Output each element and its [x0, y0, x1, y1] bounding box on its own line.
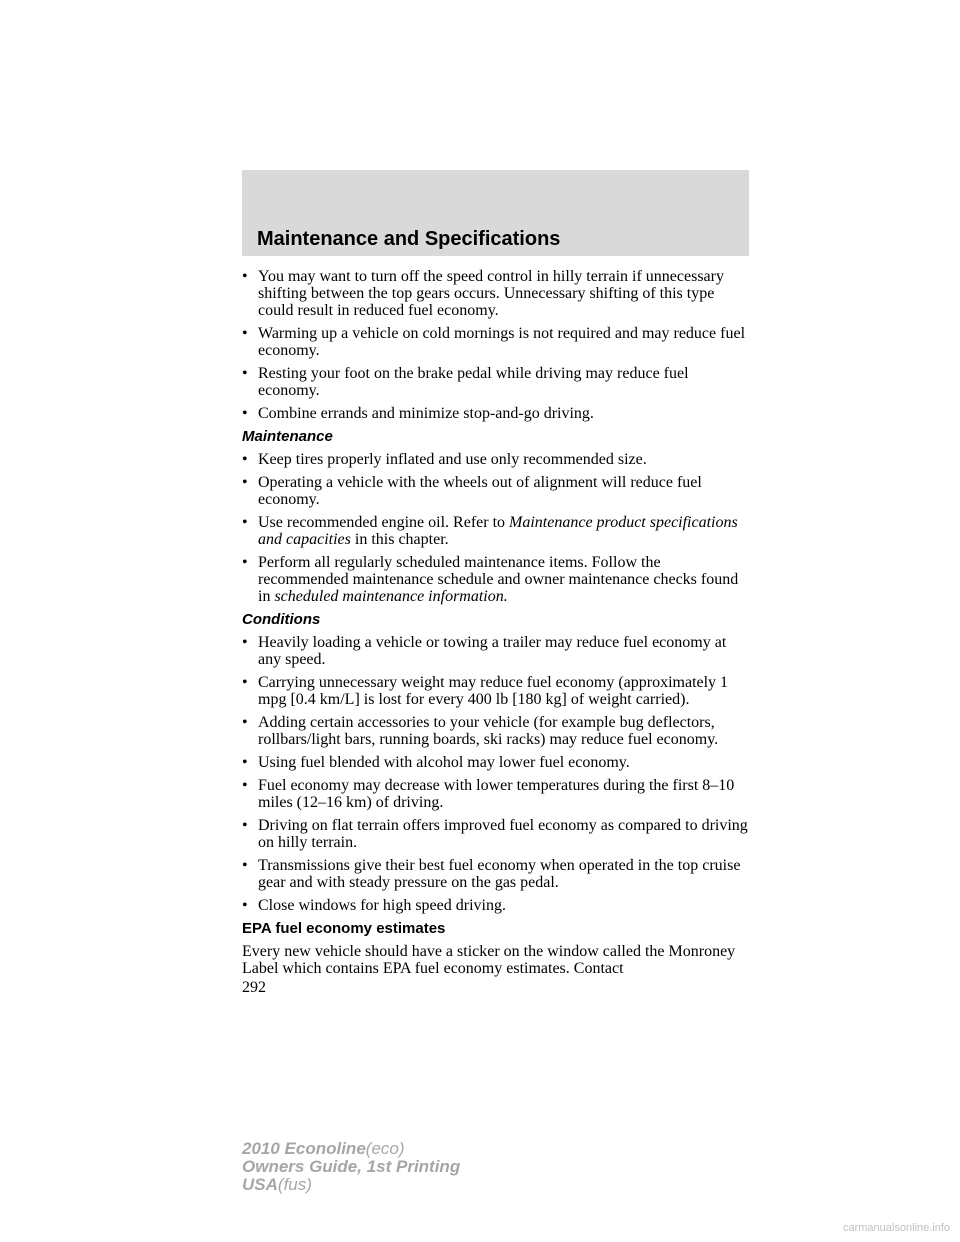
print-footer: 2010 Econoline(eco) Owners Guide, 1st Printing USA(fus) [242, 1139, 461, 1194]
list-item: • Adding certain accessories to your vehicle (for example bug deflectors, rollbars/light bars, running boards, ski racks) may reduce fuel economy. [242, 714, 719, 748]
list-item: • Use recommended engine oil. Refer to Maintenance product specifications and capacities in this chapter. [242, 514, 738, 548]
site-watermark: carmanualsonline.info [842, 1222, 950, 1234]
bullet-icon: • [242, 268, 248, 285]
page-number: 292 [242, 979, 266, 996]
list-item: • Carrying unnecessary weight may reduce fuel economy (approximately 1 mpg [0.4 km/L] is lost for every 400 lb [180 kg] of weight carried). [242, 674, 729, 708]
maintenance-bullet-list [242, 451, 752, 605]
conditions-bullet-list [242, 634, 752, 914]
bullet-icon: • [242, 365, 248, 382]
bullet-icon: • [242, 714, 248, 731]
bullet-icon: • [242, 817, 248, 834]
bullet-icon: • [242, 474, 248, 491]
bullet-icon: • [242, 634, 248, 651]
conditions-heading: Conditions [242, 611, 321, 628]
intro-bullet-list [242, 268, 752, 422]
list-item: • Operating a vehicle with the wheels out of alignment will reduce fuel economy. [242, 474, 702, 508]
list-item: • Resting your foot on the brake pedal while driving may reduce fuel economy. [242, 365, 689, 399]
list-item: • Perform all regularly scheduled maintenance items. Follow the recommended maintenance schedule and owner maintenance checks found in scheduled maintenance information. [242, 554, 739, 605]
bullet-icon: • [242, 451, 248, 468]
cross-reference: Maintenance product specifications and capacities [258, 514, 738, 548]
epa-heading: EPA fuel economy estimates [242, 920, 446, 937]
list-item: • Warming up a vehicle on cold mornings is not required and may reduce fuel economy. [242, 325, 746, 359]
bullet-icon: • [242, 325, 248, 342]
bullet-icon: • [242, 554, 248, 571]
list-item: • Keep tires properly inflated and use only recommended size. [242, 451, 647, 468]
section-title: Maintenance and Specifications [257, 228, 561, 250]
bullet-icon: • [242, 754, 248, 771]
list-item: • Fuel economy may decrease with lower temperatures during the first 8–10 miles (12–16 km) of driving. [242, 777, 735, 811]
bullet-icon: • [242, 777, 248, 794]
cross-reference: scheduled maintenance information. [274, 588, 508, 605]
list-item: • Transmissions give their best fuel economy when operated in the top cruise gear and with steady pressure on the gas pedal. [242, 857, 741, 891]
bullet-icon: • [242, 514, 248, 531]
page-content [242, 268, 752, 996]
bullet-icon: • [242, 897, 248, 914]
list-item: • Combine errands and minimize stop-and-go driving. [242, 405, 594, 422]
bullet-icon: • [242, 405, 248, 422]
list-item: • Heavily loading a vehicle or towing a trailer may reduce fuel economy at any speed. [242, 634, 727, 668]
list-item: • Driving on flat terrain offers improved fuel economy as compared to driving on hilly terrain. [242, 817, 748, 851]
maintenance-heading: Maintenance [242, 428, 333, 445]
epa-paragraph: Every new vehicle should have a sticker on the window called the Monroney Label which contains EPA fuel economy estimates. Contact [242, 943, 736, 977]
bullet-icon: • [242, 674, 248, 691]
list-item: • Using fuel blended with alcohol may lower fuel economy. [242, 754, 630, 771]
list-item: • You may want to turn off the speed control in hilly terrain if unnecessary shifting between the top gears occurs. Unnecessary shifting of this type could result in reduced fuel economy. [242, 268, 724, 319]
bullet-icon: • [242, 857, 248, 874]
list-item: • Close windows for high speed driving. [242, 897, 506, 914]
